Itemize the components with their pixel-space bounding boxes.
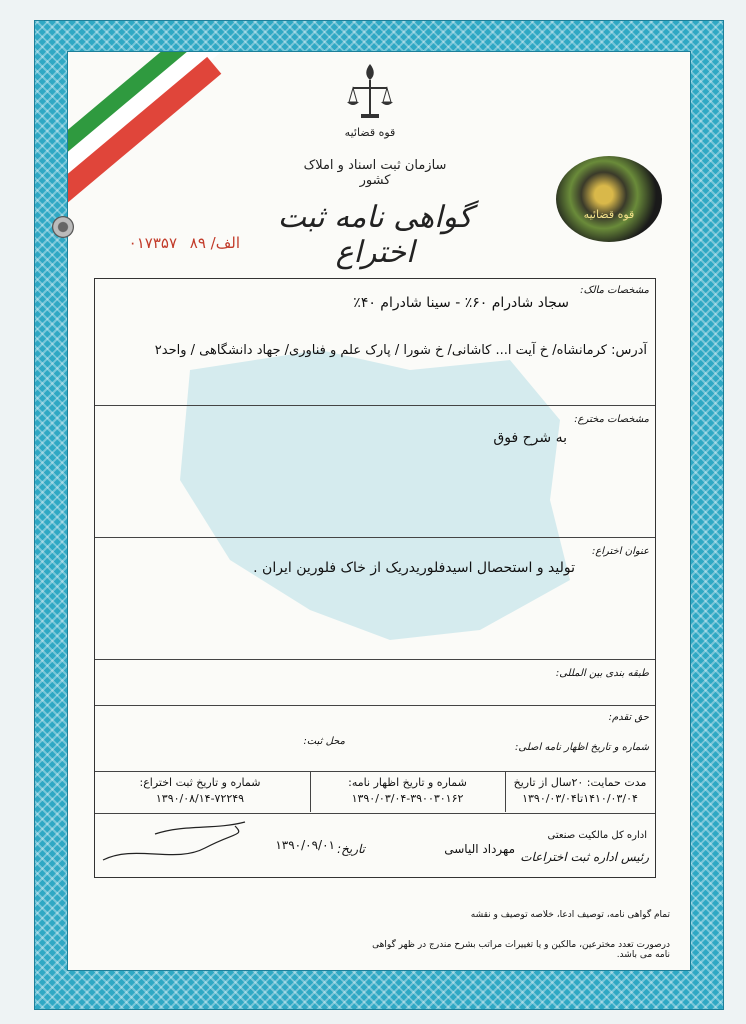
registration-value: ۱۳۹۰/۰۸/۱۴-۷۲۲۴۹ bbox=[155, 792, 245, 805]
date-value: ۱۳۹۰/۰۹/۰۱ bbox=[275, 838, 335, 852]
side-stamp bbox=[670, 900, 690, 960]
owner-label: مشخصات مالک: bbox=[580, 285, 649, 296]
registration-info-row bbox=[95, 771, 655, 805]
note-2: درصورت تعدد مخترعین، مالکین و یا تغییرات مراتب بشرح مندرج در ظهر گواهی نامه می باشد. bbox=[372, 940, 670, 960]
owner-address: آدرس: کرمانشاه/ خ آیت ا... کاشانی/ خ شورا / پارک علم و فناوری/ جهاد دانشگاهی / واحد۲ bbox=[154, 343, 647, 358]
date-label: تاریخ: bbox=[337, 842, 365, 856]
invention-title-value: تولید و استحصال اسیدفلوریدریک از خاک فلورین ایران . bbox=[253, 560, 575, 576]
fields-table bbox=[94, 278, 656, 878]
judiciary-label: قوه قضائیه bbox=[344, 126, 396, 139]
certificate-title: گواهی نامه ثبت اختراع bbox=[277, 200, 473, 270]
iran-flag-ribbon bbox=[68, 52, 238, 232]
declaration-label: شماره و تاریخ اظهار نامه: bbox=[348, 776, 467, 789]
international-class-label: طبقه بندی بین المللی: bbox=[555, 668, 649, 679]
original-declaration-label: شماره و تاریخ اظهار نامه اصلی: bbox=[515, 742, 649, 753]
invention-title-label: عنوان اختراع: bbox=[591, 546, 649, 557]
inventor-row bbox=[95, 405, 655, 446]
office-line2: رئیس اداره ثبت اختراعات bbox=[520, 850, 649, 864]
note-1: تمام گواهی نامه، توصیف ادعا، خلاصه توصیف و نقشه bbox=[470, 910, 670, 920]
organization-name: سازمان ثبت اسناد و املاک کشور bbox=[303, 158, 447, 188]
hologram-text: قوه قضائیه bbox=[583, 208, 635, 221]
priority-row bbox=[95, 705, 655, 753]
serial-number bbox=[100, 234, 240, 252]
office-line1: اداره کل مالکیت صنعتی bbox=[547, 830, 647, 841]
international-class-row bbox=[95, 659, 655, 679]
handwritten-signature bbox=[95, 814, 255, 874]
inventor-label: مشخصات مخترع: bbox=[574, 414, 649, 425]
declaration-value: ۱۳۹۰/۰۳/۰۴-۳۹۰۰۳۰۱۶۲ bbox=[351, 792, 464, 805]
inventor-value: به شرح فوق bbox=[493, 430, 567, 446]
signer-name: مهرداد الیاسی bbox=[444, 842, 515, 856]
registration-label: شماره و تاریخ ثبت اختراع: bbox=[139, 776, 261, 789]
grommet-icon bbox=[52, 216, 74, 238]
serial-series: الف/ ۸۹ bbox=[189, 234, 240, 252]
serial-value: ۰۱۷۳۵۷ bbox=[128, 234, 177, 252]
hologram-seal-icon bbox=[556, 156, 662, 242]
signature-row bbox=[95, 813, 655, 864]
invention-title-row bbox=[95, 537, 655, 576]
judiciary-emblem-icon bbox=[345, 62, 395, 122]
protection-label: مدت حمایت: ۲۰سال از تاریخ bbox=[513, 776, 647, 789]
registration-place-label: محل ثبت: bbox=[303, 736, 345, 747]
priority-label: حق تقدم: bbox=[608, 712, 649, 723]
owner-value: سجاد شادرام ۶۰٪ - سینا شادرام ۴۰٪ bbox=[353, 295, 569, 311]
protection-value: ۱۴۱۰/۰۳/۰۴تا۱۳۹۰/۰۳/۰۴ bbox=[522, 792, 638, 805]
